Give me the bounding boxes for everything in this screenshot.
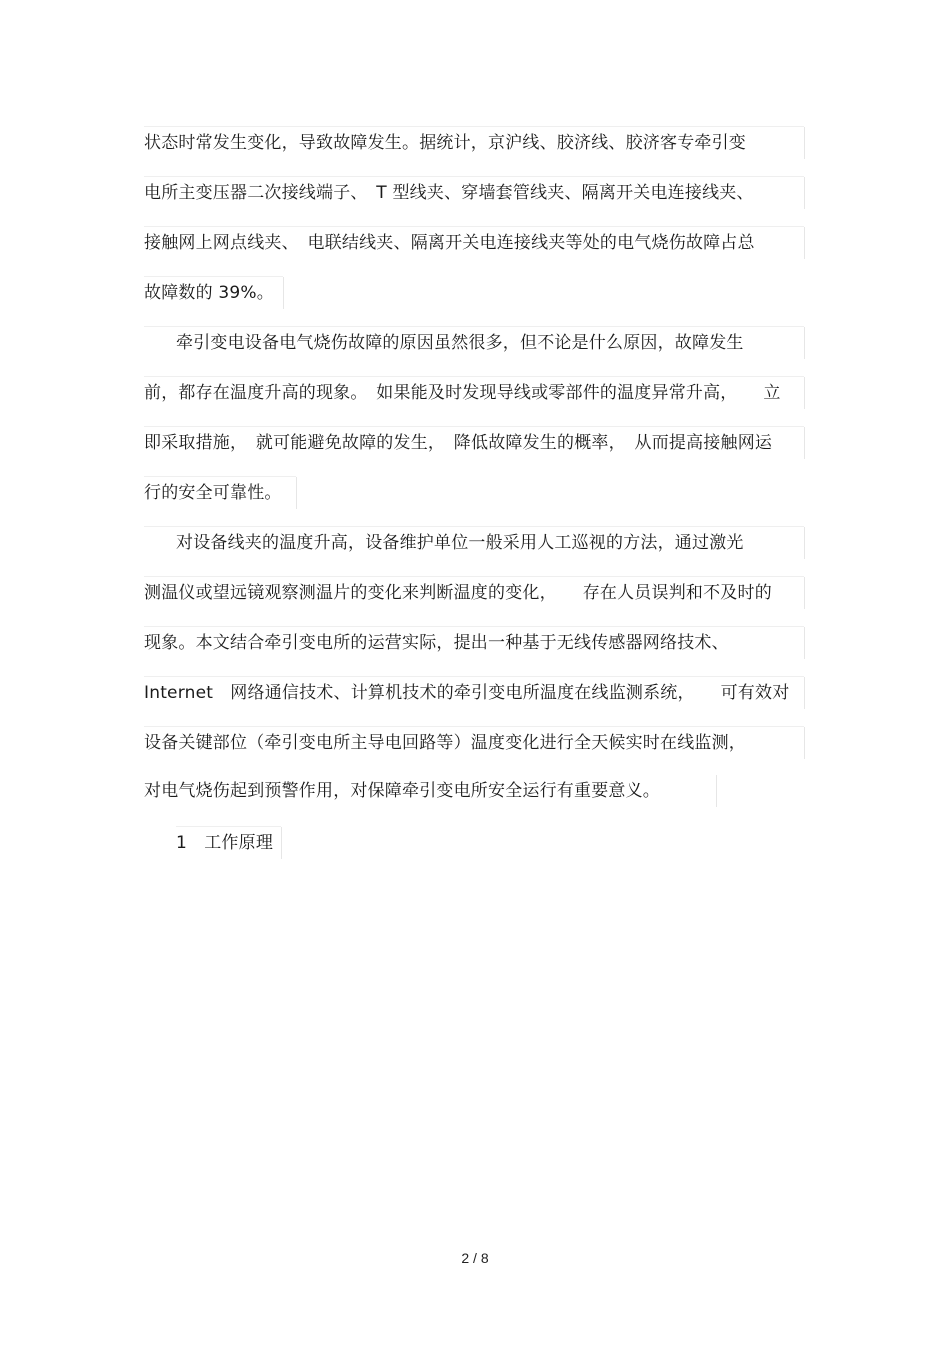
paragraph-3-line-1: 对设备线夹的温度升高，设备维护单位一般采用人工巡视的方法，通过激光 bbox=[176, 533, 744, 553]
text-frame-border bbox=[144, 176, 804, 177]
text-frame-border bbox=[144, 576, 804, 577]
paragraph-3-line-2: 测温仪或望远镜观察测温片的变化来判断温度的变化， 存在人员误判和不及时的 bbox=[144, 583, 772, 603]
paragraph-1-line-3: 接触网上网点线夹、 电联结线夹、隔离开关电连接线夹等处的电气烧伤故障占总 bbox=[144, 233, 755, 253]
text-frame-border bbox=[144, 376, 804, 377]
text-frame-border bbox=[144, 326, 804, 327]
paragraph-3-line-5: 设备关键部位（牵引变电所主导电回路等）温度变化进行全天候实时在线监测， bbox=[144, 733, 746, 753]
text-frame-border bbox=[804, 577, 805, 609]
text-frame-border bbox=[144, 226, 804, 227]
paragraph-2-line-1: 牵引变电设备电气烧伤故障的原因虽然很多，但不论是什么原因，故障发生 bbox=[176, 333, 744, 353]
text-frame-border bbox=[716, 775, 717, 807]
text-frame-border bbox=[144, 476, 296, 477]
text-frame-border bbox=[144, 626, 804, 627]
paragraph-3-line-3: 现象。本文结合牵引变电所的运营实际，提出一种基于无线传感器网络技术、 bbox=[144, 633, 729, 653]
paragraph-2-line-3: 即采取措施， 就可能避免故障的发生， 降低故障发生的概率， 从而提高接触网运 bbox=[144, 433, 773, 453]
text-frame-border bbox=[804, 177, 805, 209]
paragraph-2-line-4: 行的安全可靠性。 bbox=[144, 483, 282, 503]
text-frame-border bbox=[176, 826, 281, 827]
paragraph-1-line-4: 故障数的 39%。 bbox=[144, 283, 274, 303]
text-frame-border bbox=[144, 526, 804, 527]
section-heading: 1 工作原理 bbox=[176, 833, 274, 853]
paragraph-3-line-4: Internet 网络通信技术、计算机技术的牵引变电所温度在线监测系统， 可有效对 bbox=[144, 683, 790, 703]
text-frame-border bbox=[804, 427, 805, 459]
text-frame-border bbox=[804, 527, 805, 559]
paragraph-1-line-1: 状态时常发生变化，导致故障发生。据统计，京沪线、胶济线、胶济客专牵引变 bbox=[144, 133, 746, 153]
paragraph-2-line-2: 前，都存在温度升高的现象。 如果能及时发现导线或零部件的温度异常升高， 立 bbox=[144, 383, 781, 403]
text-frame-border bbox=[144, 726, 804, 727]
text-frame-border bbox=[144, 126, 804, 127]
text-frame-border bbox=[281, 827, 282, 859]
text-frame-border bbox=[804, 227, 805, 259]
text-frame-border bbox=[144, 426, 804, 427]
text-frame-border bbox=[144, 676, 804, 677]
text-frame-border bbox=[283, 277, 284, 309]
page-number: 2 / 8 bbox=[461, 1250, 489, 1266]
text-frame-border bbox=[804, 327, 805, 359]
paragraph-3-line-6: 对电气烧伤起到预警作用，对保障牵引变电所安全运行有重要意义。 bbox=[144, 781, 660, 801]
paragraph-1-line-2: 电所主变压器二次接线端子、 T 型线夹、穿墙套管线夹、隔离开关电连接线夹、 bbox=[144, 183, 754, 203]
text-frame-border bbox=[804, 677, 805, 709]
text-frame-border bbox=[804, 627, 805, 659]
text-frame-border bbox=[804, 127, 805, 159]
text-frame-border bbox=[296, 477, 297, 509]
text-frame-border bbox=[804, 377, 805, 409]
text-frame-border bbox=[804, 727, 805, 759]
text-frame-border bbox=[144, 276, 283, 277]
